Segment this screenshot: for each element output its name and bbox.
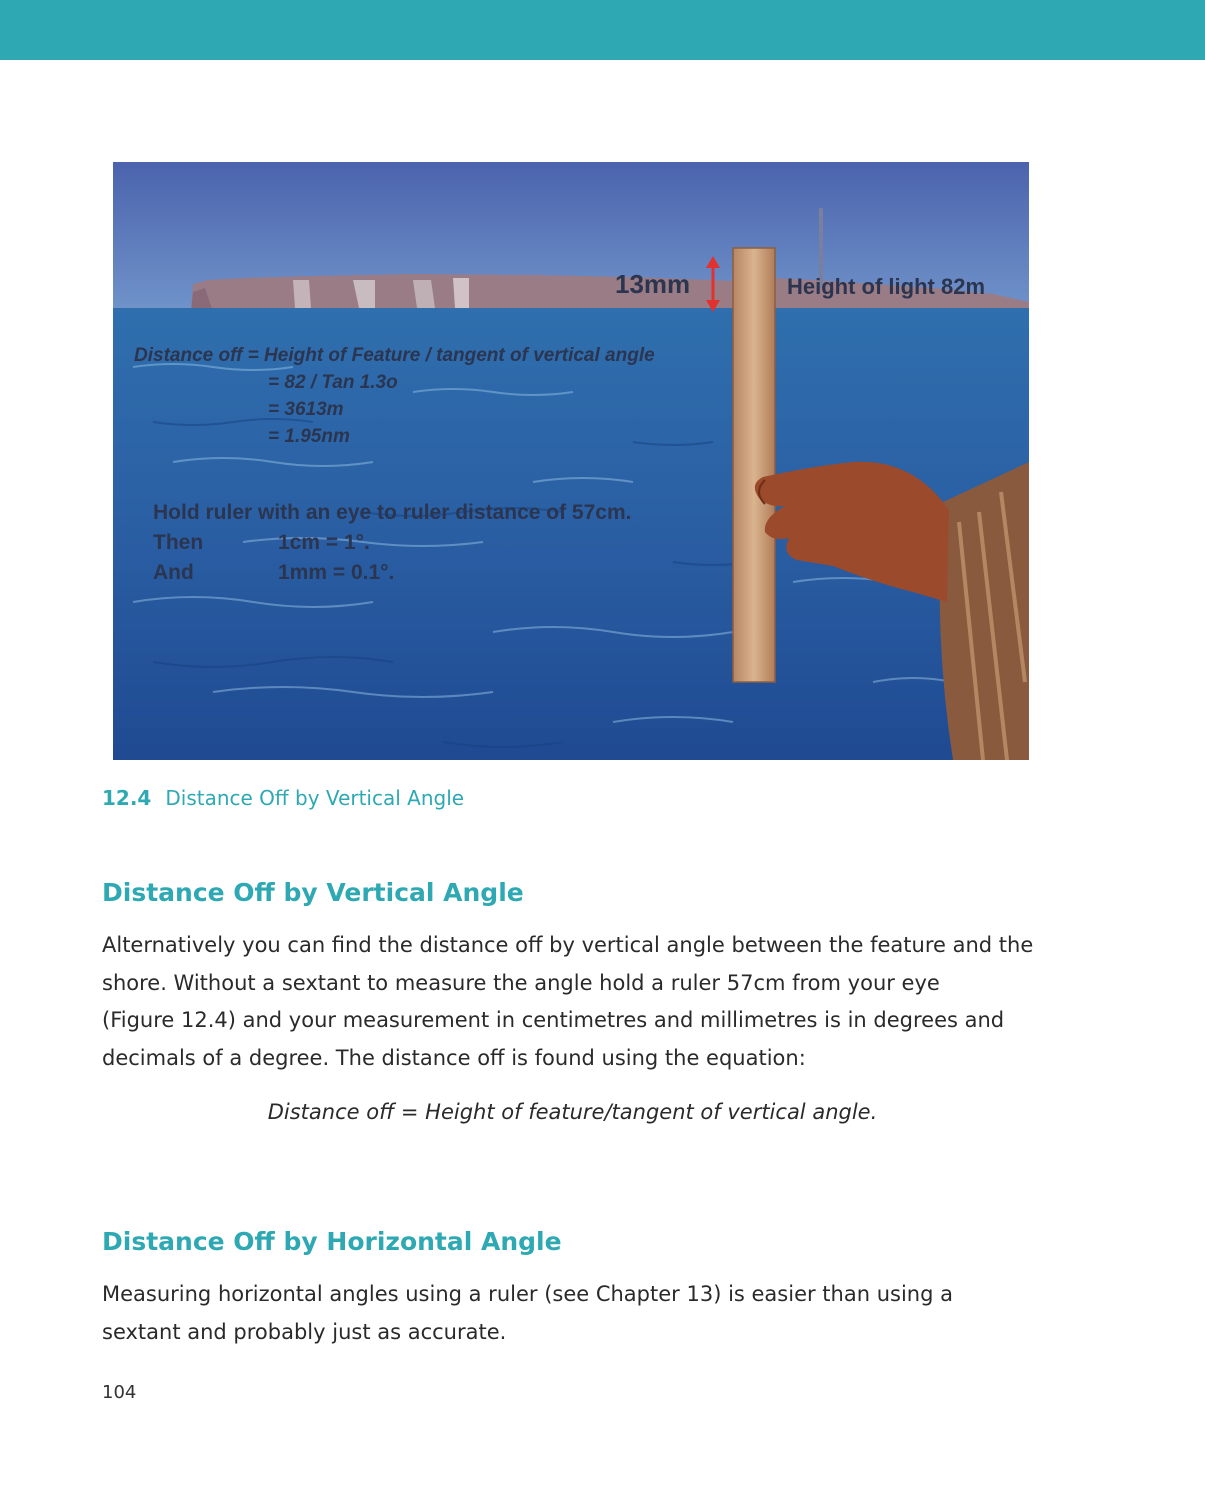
figure-title: Distance Off by Vertical Angle: [165, 786, 465, 810]
paragraph-vertical: [102, 927, 1062, 1077]
ruler-note-value: 1mm = 0.1°.: [278, 561, 395, 584]
section-heading-horizontal: Distance Off by Horizontal Angle: [102, 1227, 562, 1256]
label-13mm: 13mm: [615, 269, 691, 299]
paragraph-line: Alternatively you can find the distance off by vertical angle between the feature and the: [102, 933, 1034, 957]
ruler-note-value: 1cm = 1°.: [278, 531, 370, 554]
ruler-note-label: And: [153, 561, 194, 584]
formula-line: = 82 / Tan 1.3o: [268, 372, 398, 393]
figure-number: 12.4: [102, 786, 152, 810]
paragraph-line: sextant and probably just as accurate.: [102, 1319, 507, 1344]
figure-caption: [102, 786, 464, 810]
paragraph-horizontal: [102, 1276, 1062, 1351]
paragraph-line: (Figure 12.4) and your measurement in centimetres and millimetres is in degrees and: [102, 1008, 1005, 1032]
ruler: [733, 248, 775, 682]
label-height-of-light: Height of light 82m: [787, 274, 985, 299]
page-number: 104: [102, 1382, 137, 1403]
formula-line: = 1.95nm: [268, 426, 350, 447]
ruler-note-line: Hold ruler with an eye to ruler distance of 57cm.: [153, 501, 632, 524]
section-heading-vertical: Distance Off by Vertical Angle: [102, 878, 524, 907]
formula-line: = 3613m: [268, 399, 344, 420]
paragraph-line: decimals of a degree. The distance off is found using the equation:: [102, 1045, 806, 1070]
figure-photo: [113, 162, 1029, 760]
ruler-note-label: Then: [153, 531, 204, 554]
paragraph-line: shore. Without a sextant to measure the angle hold a ruler 57cm from your eye: [102, 970, 940, 995]
header-band: [0, 0, 1205, 60]
formula-line: Distance off = Height of Feature / tangent of vertical angle: [134, 345, 655, 366]
paragraph-line: Measuring horizontal angles using a ruler (see Chapter 13) is easier than using a: [102, 1282, 953, 1306]
equation: Distance off = Height of feature/tangent of vertical angle.: [267, 1100, 878, 1124]
